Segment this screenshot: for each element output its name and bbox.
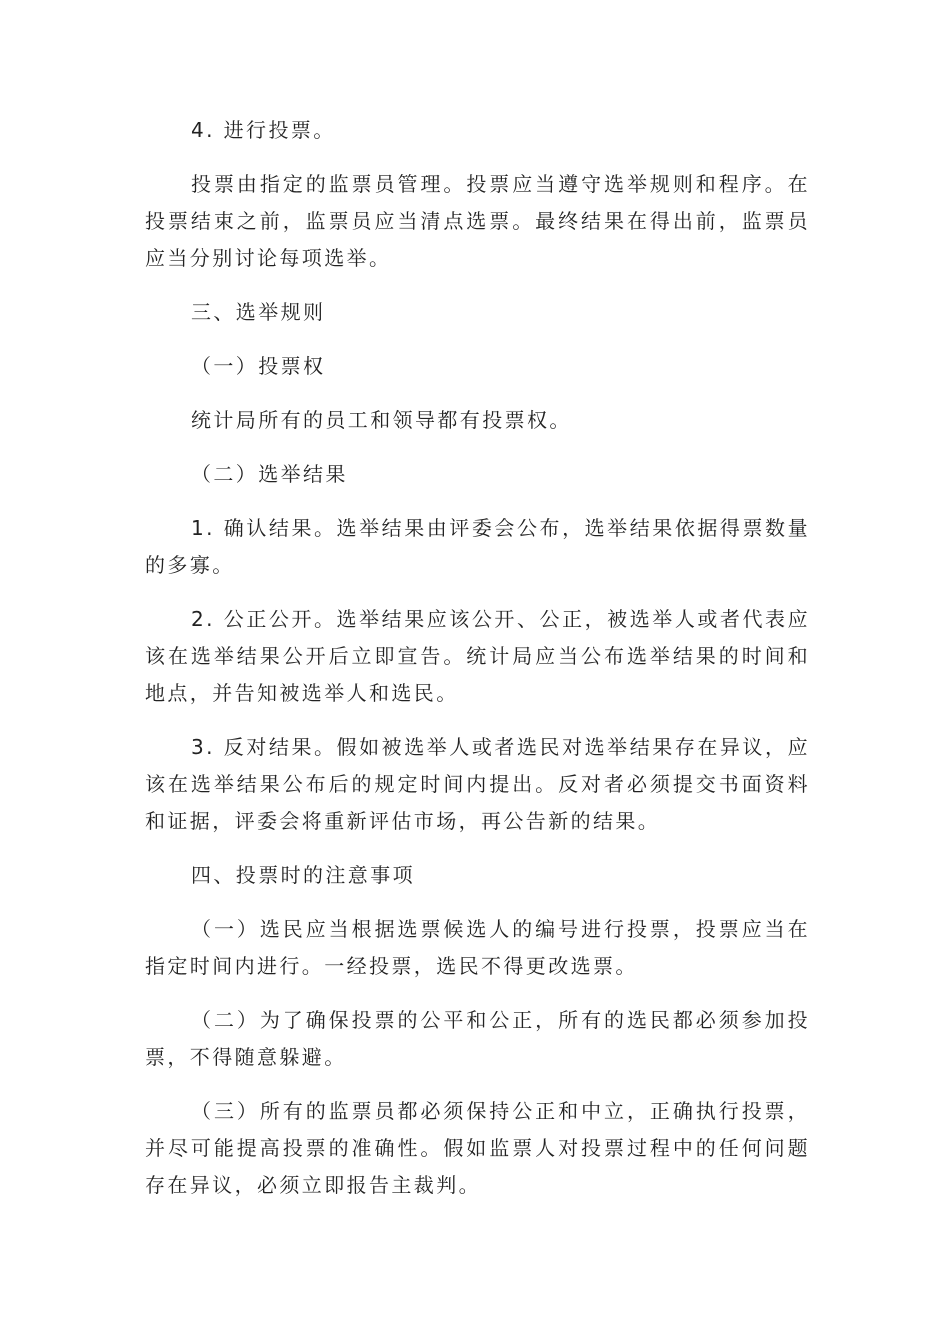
paragraph-vote-management: 投票由指定的监票员管理。投票应当遵守选举规则和程序。在投票结束之前，监票员应当清点选票。最终结果在得出前，监票员应当分别讨论每项选举。 (145, 172, 810, 270)
section-heading-election-rules: 三、选举规则 (191, 300, 326, 324)
paragraph-note-3: （三）所有的监票员都必须保持公正和中立，正确执行投票，并尽可能提高投票的准确性。假如监票人对投票过程中的任何问题存在异议，必须立即报告主裁判。 (145, 1099, 810, 1197)
paragraph-voting-right: 统计局所有的员工和领导都有投票权。 (191, 408, 572, 432)
paragraph-confirm-results: 1. 确认结果。选举结果由评委会公布，选举结果依据得票数量的多寡。 (145, 516, 810, 577)
paragraph-fair-open: 2. 公正公开。选举结果应该公开、公正，被选举人或者代表应该在选举结果公开后立即宣告。统计局应当公布选举结果的时间和地点，并告知被选举人和选民。 (145, 607, 810, 705)
paragraph-note-2: （二）为了确保投票的公平和公正，所有的选民都必须参加投票，不得随意躲避。 (145, 1008, 810, 1069)
paragraph-objection: 3. 反对结果。假如被选举人或者选民对选举结果存在异议，应该在选举结果公布后的规定时间内提出。反对者必须提交书面资料和证据，评委会将重新评估市场，再公告新的结果。 (145, 735, 810, 833)
subheading-election-results: （二）选举结果 (191, 462, 348, 486)
document-body (145, 112, 810, 1221)
subheading-voting-right: （一）投票权 (191, 354, 326, 378)
paragraph-note-1: （一）选民应当根据选票候选人的编号进行投票，投票应当在指定时间内进行。一经投票，选民不得更改选票。 (145, 917, 810, 978)
section-heading-voting-notes: 四、投票时的注意事项 (191, 863, 415, 887)
paragraph-step-4: 4. 进行投票。 (191, 118, 336, 142)
